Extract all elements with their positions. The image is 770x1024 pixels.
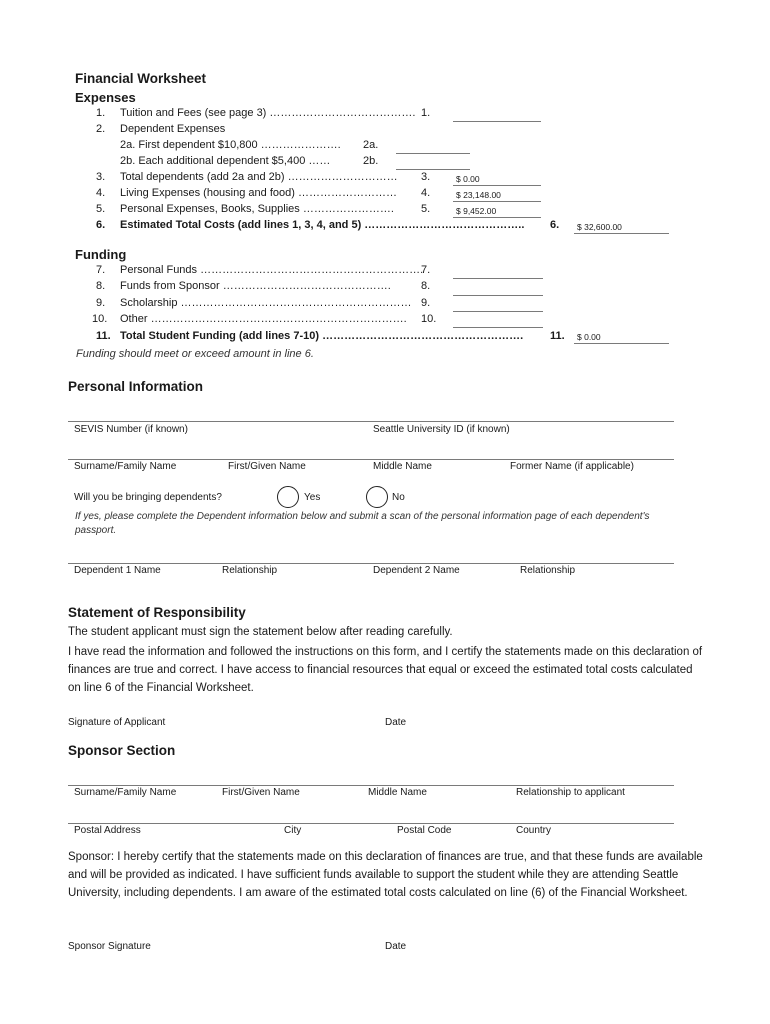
line-ref: 11. xyxy=(550,330,565,342)
line-ref: 6. xyxy=(550,219,560,231)
line-label: Personal Funds ……………………………………………………. xyxy=(120,264,424,276)
line-label: Dependent Expenses xyxy=(120,123,226,135)
line-8-field[interactable] xyxy=(453,295,543,296)
line-4-field xyxy=(453,201,541,202)
divider xyxy=(68,563,674,564)
line-number: 11. xyxy=(96,330,111,342)
surname-field-label[interactable]: Surname/Family Name xyxy=(74,461,177,472)
sponsor-signature-label[interactable]: Sponsor Signature xyxy=(68,941,151,952)
line-value[interactable]: $ 0.00 xyxy=(456,174,480,184)
line-label: 2b. Each additional dependent $5,400 …… xyxy=(120,155,331,167)
funding-note: Funding should meet or exceed amount in line 6. xyxy=(76,348,314,360)
dependent-2-field-label[interactable]: Dependent 2 Name xyxy=(373,565,460,576)
city-field-label[interactable]: City xyxy=(284,825,302,836)
dependents-question: Will you be bringing dependents? xyxy=(74,492,222,503)
middle-name-field-label[interactable]: Middle Name xyxy=(373,461,432,472)
line-ref: 10. xyxy=(421,313,437,325)
line-9-field[interactable] xyxy=(453,311,543,312)
line-label: Total Student Funding (add lines 7-10) ………………………………………………. xyxy=(120,330,524,342)
line-ref: 7. xyxy=(421,264,431,276)
former-name-field-label[interactable]: Former Name (if applicable) xyxy=(510,461,634,472)
line-ref: 3. xyxy=(421,171,431,183)
sponsor-middle-name-field-label[interactable]: Middle Name xyxy=(368,787,427,798)
statement-heading: Statement of Responsibility xyxy=(68,605,246,620)
line-value[interactable]: $ 23,148.00 xyxy=(456,190,501,200)
line-number: 8. xyxy=(96,280,106,292)
line-label: Scholarship ……………………………………………………… xyxy=(120,297,412,309)
line-ref: 2b. xyxy=(363,155,379,167)
sponsor-heading: Sponsor Section xyxy=(68,743,176,758)
no-radio[interactable] xyxy=(366,486,388,508)
line-label: Total dependents (add 2a and 2b) ………………………… xyxy=(120,171,398,183)
line-label: Other ……………………………………………………………. xyxy=(120,313,407,325)
applicant-signature-label[interactable]: Signature of Applicant xyxy=(68,717,166,728)
line-label: Tuition and Fees (see page 3) …………………………………. xyxy=(120,107,416,119)
yes-label: Yes xyxy=(304,492,321,503)
dependent-1-field-label[interactable]: Dependent 1 Name xyxy=(74,565,161,576)
sponsor-paragraph: Sponsor: I hereby certify that the statements made on this declaration of finances are true, and that these funds are available and will be provided as indicated. I have sufficient funds available to support the student while they are attending Seattle University, including dependents. I am aware of the estimated total costs calculated on line (6) of the Financial Worksheet. xyxy=(68,851,703,899)
first-name-field-label[interactable]: First/Given Name xyxy=(228,461,306,472)
line-2b-field[interactable] xyxy=(396,169,470,170)
line-11-field xyxy=(574,343,669,344)
line-ref: 5. xyxy=(421,203,431,215)
line-ref: 4. xyxy=(421,187,431,199)
applicant-date-label[interactable]: Date xyxy=(385,717,407,728)
no-label: No xyxy=(392,492,405,503)
line-label: Personal Expenses, Books, Supplies ……………………. xyxy=(120,203,394,215)
line-number: 1. xyxy=(96,107,106,119)
line-number: 7. xyxy=(96,264,106,276)
line-number: 2. xyxy=(96,123,106,135)
postal-address-field-label[interactable]: Postal Address xyxy=(74,825,141,836)
country-field-label[interactable]: Country xyxy=(516,825,552,836)
line-ref: 2a. xyxy=(363,139,379,151)
line-label: Estimated Total Costs (add lines 1, 3, 4, and 5) …………………………………….. xyxy=(120,219,525,231)
line-number: 9. xyxy=(96,297,106,309)
funding-heading: Funding xyxy=(75,247,127,262)
expenses-heading: Expenses xyxy=(75,90,136,105)
line-number: 3. xyxy=(96,171,106,183)
line-number: 4. xyxy=(96,187,106,199)
seattle-id-field-label[interactable]: Seattle University ID (if known) xyxy=(373,424,510,435)
line-label: 2a. First dependent $10,800 …………………. xyxy=(120,139,341,151)
worksheet-title: Financial Worksheet xyxy=(75,71,207,86)
divider xyxy=(68,823,674,824)
dependents-note: If yes, please complete the Dependent information below and submit a scan of the personal information page of each dependent's passport. xyxy=(75,511,650,536)
line-ref: 9. xyxy=(421,297,431,309)
divider xyxy=(68,785,674,786)
line-5-field xyxy=(453,217,541,218)
line-number: 5. xyxy=(96,203,106,215)
relationship-2-field-label[interactable]: Relationship xyxy=(520,565,576,576)
line-label: Funds from Sponsor ………………………………………. xyxy=(120,280,391,292)
line-ref: 8. xyxy=(421,280,431,292)
yes-radio[interactable] xyxy=(277,486,299,508)
line-value[interactable]: $ 9,452.00 xyxy=(456,206,497,216)
sponsor-first-name-field-label[interactable]: First/Given Name xyxy=(222,787,300,798)
line-6-field xyxy=(574,233,669,234)
divider xyxy=(68,421,674,422)
sponsor-relationship-field-label[interactable]: Relationship to applicant xyxy=(516,787,625,798)
statement-intro: The student applicant must sign the statement below after reading carefully. xyxy=(68,626,453,638)
line-number: 10. xyxy=(92,313,108,325)
postal-code-field-label[interactable]: Postal Code xyxy=(397,825,452,836)
line-3-field xyxy=(453,185,541,186)
relationship-1-field-label[interactable]: Relationship xyxy=(222,565,278,576)
line-ref: 1. xyxy=(421,107,431,119)
line-7-field[interactable] xyxy=(453,278,543,279)
line-1-field[interactable] xyxy=(453,121,541,122)
line-value[interactable]: $ 32,600.00 xyxy=(577,222,622,232)
sponsor-date-label[interactable]: Date xyxy=(385,941,407,952)
line-number: 6. xyxy=(96,219,106,231)
statement-paragraph: I have read the information and followed the instructions on this form, and I certify the statements made on this declaration of finances are true and correct. I have access to financial resources that equal or exceed the estimated total costs calculated on line 6 of the Financial Worksheet. xyxy=(68,646,703,694)
sponsor-surname-field-label[interactable]: Surname/Family Name xyxy=(74,787,177,798)
personal-heading: Personal Information xyxy=(68,379,204,394)
divider xyxy=(68,459,674,460)
line-value[interactable]: $ 0.00 xyxy=(577,332,601,342)
line-10-field[interactable] xyxy=(453,327,543,328)
sevis-field-label[interactable]: SEVIS Number (if known) xyxy=(74,424,188,435)
line-2a-field[interactable] xyxy=(396,153,470,154)
line-label: Living Expenses (housing and food) ……………………… xyxy=(120,187,397,199)
